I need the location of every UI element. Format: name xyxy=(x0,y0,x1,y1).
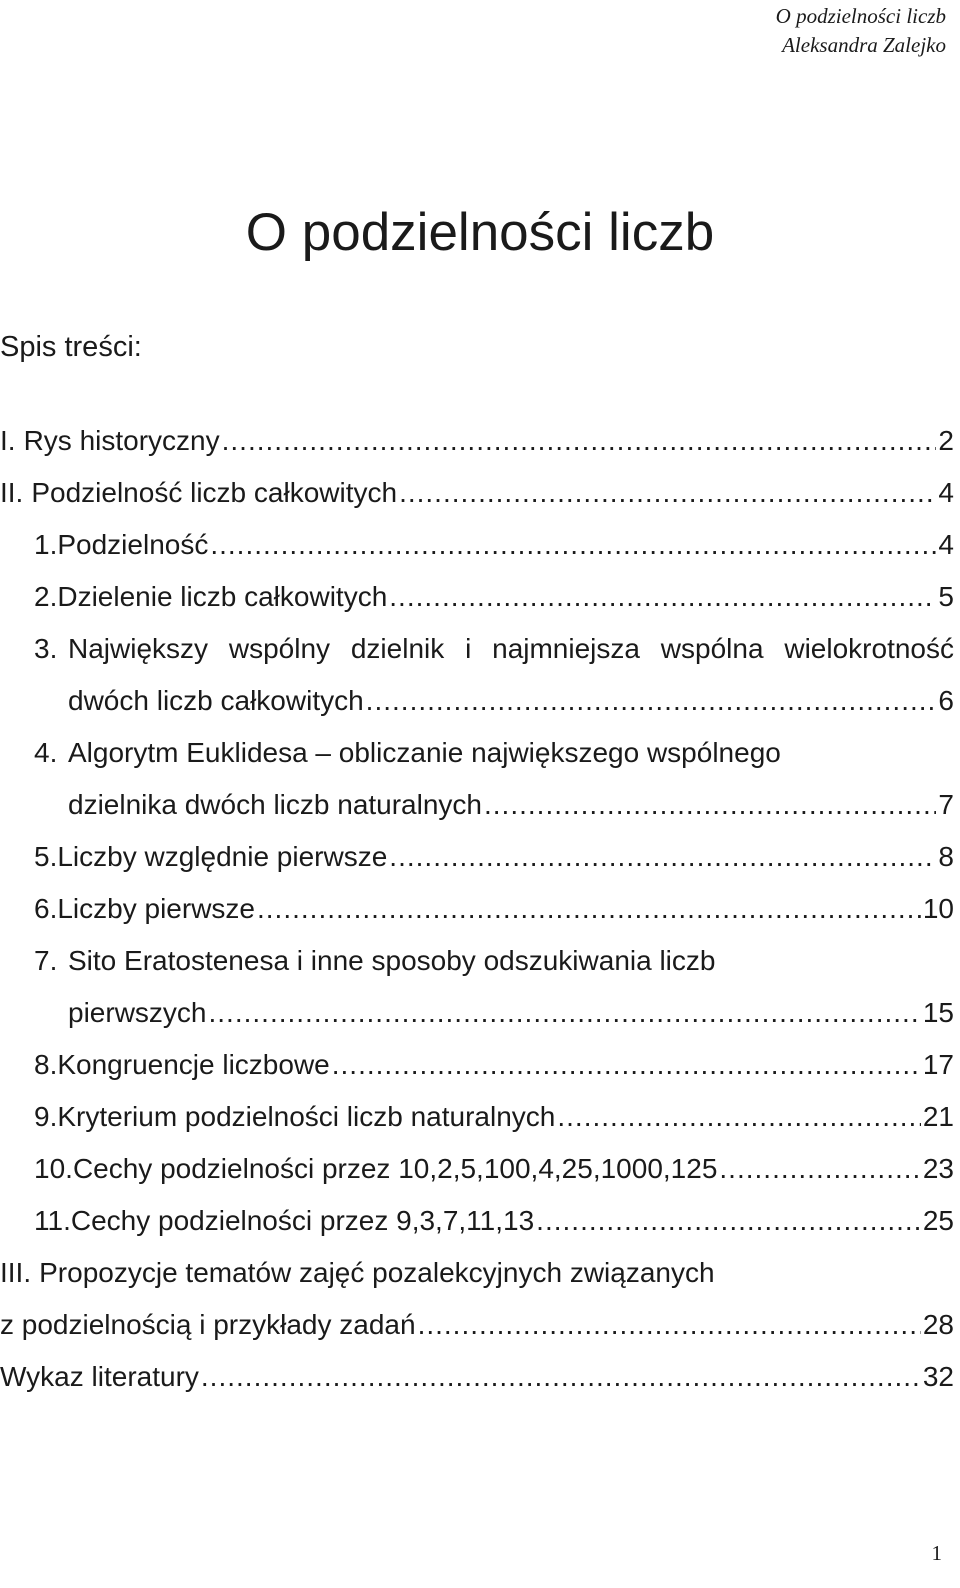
toc-entry-continuation[interactable] xyxy=(0,987,960,1039)
toc-entry-title: Liczby pierwsze xyxy=(57,893,255,924)
toc-entry-number: 4. xyxy=(34,737,58,768)
toc-entry-page: 4 xyxy=(938,529,954,560)
toc-entry[interactable] xyxy=(0,1195,960,1247)
toc-entry-page: 8 xyxy=(938,841,954,872)
toc-entry-page: 32 xyxy=(922,1361,954,1392)
toc-entry-title: Rys historyczny xyxy=(23,425,220,456)
toc-entry-continuation[interactable] xyxy=(0,779,960,831)
running-header xyxy=(776,2,946,60)
toc-entry-title: Algorytm Euklidesa – obliczanie największego wspólnego xyxy=(68,737,781,768)
toc-entry-title: Podzielność liczb całkowitych xyxy=(31,477,398,508)
toc-entry-number: II. xyxy=(0,477,24,508)
toc-entry[interactable] xyxy=(0,727,960,779)
toc-entry-page: 10 xyxy=(922,893,954,924)
toc-entry-title: Dzielenie liczb całkowitych xyxy=(57,581,388,612)
toc-entry-page: 15 xyxy=(922,997,954,1028)
page-number: 1 xyxy=(931,1541,942,1565)
toc-entry-title: Cechy podzielności przez 9,3,7,11,13 xyxy=(70,1205,535,1236)
toc-entry-title-continued: dzielnika dwóch liczb naturalnych xyxy=(68,789,482,820)
toc-leader-dots xyxy=(389,831,936,883)
toc-entry-page: 23 xyxy=(922,1153,954,1184)
toc-entry-title: Wykaz literatury xyxy=(0,1361,199,1392)
toc-entry-title: Podzielność xyxy=(57,529,209,560)
toc-entry-continuation[interactable] xyxy=(0,675,960,727)
toc-leader-dots xyxy=(201,1351,921,1403)
toc-entry[interactable] xyxy=(0,1091,960,1143)
toc-leader-dots xyxy=(208,987,920,1039)
toc-entry-title: Kryterium podzielności liczb naturalnych xyxy=(57,1101,556,1132)
toc-leader-dots xyxy=(557,1091,920,1143)
toc-leader-dots xyxy=(389,571,936,623)
toc-entry-title-continued: dwóch liczb całkowitych xyxy=(68,685,364,716)
toc-entry-title: Największy wspólny dzielnik i najmniejsza wspólna wielokrotność xyxy=(68,633,954,664)
toc-entry-title: Liczby względnie pierwsze xyxy=(57,841,388,872)
toc-entry-number: I. xyxy=(0,425,16,456)
toc-entry-title: Kongruencje liczbowe xyxy=(57,1049,330,1080)
toc-entry-page: 5 xyxy=(938,581,954,612)
toc-entry-continuation[interactable] xyxy=(0,1299,960,1351)
toc-entry[interactable] xyxy=(0,1039,960,1091)
toc-entry-title: Sito Eratostenesa i inne sposoby odszukiwania liczb xyxy=(68,945,716,976)
toc-entry[interactable] xyxy=(0,883,960,935)
toc-entry-number: 1. xyxy=(34,529,58,560)
toc-heading: Spis treści: xyxy=(0,331,142,363)
toc-leader-dots xyxy=(418,1299,921,1351)
running-header-title: O podzielności liczb xyxy=(775,4,946,28)
toc-leader-dots xyxy=(719,1143,920,1195)
toc-entry-page: 7 xyxy=(938,789,954,820)
toc-entry[interactable] xyxy=(0,467,960,519)
toc-entry-number: 9. xyxy=(34,1101,58,1132)
toc-entry-number: 2. xyxy=(34,581,58,612)
toc-entry-title-continued: z podzielnością i przykłady zadań xyxy=(0,1309,416,1340)
toc-entry-title-continued: pierwszych xyxy=(68,997,207,1028)
toc-entry[interactable] xyxy=(0,1351,960,1403)
toc-entry-number: 8. xyxy=(34,1049,58,1080)
table-of-contents xyxy=(0,415,960,1403)
toc-entry[interactable] xyxy=(0,935,960,987)
toc-leader-dots xyxy=(332,1039,921,1091)
document-title: O podzielności liczb xyxy=(245,203,715,262)
toc-entry-page: 28 xyxy=(922,1309,954,1340)
toc-entry[interactable] xyxy=(0,623,960,675)
toc-entry[interactable] xyxy=(0,415,960,467)
toc-entry-number: 7. xyxy=(34,945,58,976)
toc-leader-dots xyxy=(536,1195,921,1247)
toc-entry-number: 6. xyxy=(34,893,58,924)
toc-entry[interactable] xyxy=(0,571,960,623)
toc-entry-number: 11. xyxy=(34,1205,71,1236)
toc-entry-number: 10. xyxy=(34,1153,73,1184)
toc-entry-title: Cechy podzielności przez 10,2,5,100,4,25,1000,125 xyxy=(72,1153,718,1184)
toc-entry-page: 21 xyxy=(922,1101,954,1132)
running-header-author: Aleksandra Zalejko xyxy=(782,33,946,57)
toc-leader-dots xyxy=(210,519,936,571)
toc-entry[interactable] xyxy=(0,1247,960,1299)
toc-entry-page: 6 xyxy=(938,685,954,716)
toc-leader-dots xyxy=(399,467,936,519)
toc-leader-dots xyxy=(484,779,936,831)
toc-entry-page: 4 xyxy=(938,477,954,508)
toc-entry[interactable] xyxy=(0,519,960,571)
toc-entry-page: 2 xyxy=(938,425,954,456)
toc-entry-page: 17 xyxy=(922,1049,954,1080)
toc-entry-title: Propozycje tematów zajęć pozalekcyjnych związanych xyxy=(39,1257,715,1288)
toc-entry[interactable] xyxy=(0,1143,960,1195)
toc-entry-number: III. xyxy=(0,1257,32,1288)
toc-leader-dots xyxy=(222,415,937,467)
toc-leader-dots xyxy=(366,675,937,727)
toc-entry-number: 3. xyxy=(34,633,58,664)
toc-leader-dots xyxy=(257,883,921,935)
toc-entry-page: 25 xyxy=(922,1205,954,1236)
toc-entry[interactable] xyxy=(0,831,960,883)
toc-entry-number: 5. xyxy=(34,841,58,872)
